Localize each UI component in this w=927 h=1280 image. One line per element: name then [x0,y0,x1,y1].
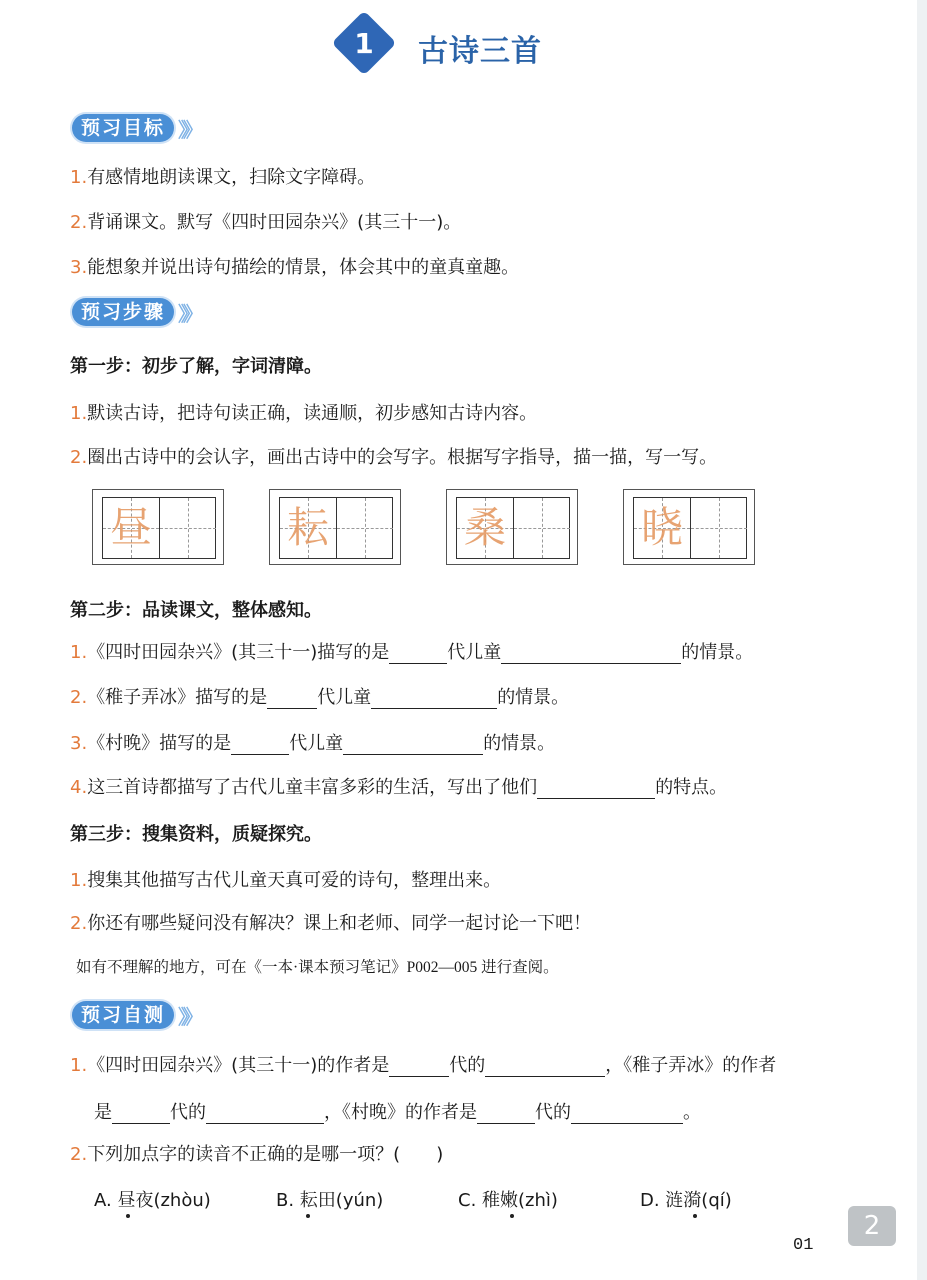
reference-note: 如有不理解的地方，可在《一本·课本预习笔记》P002—005 进行查阅。 [76,959,559,976]
option-a[interactable]: A. 昼夜(zhòu) [94,1190,211,1211]
char-practice-box[interactable] [446,489,578,565]
lesson-title: 古诗三首 [418,34,542,69]
selftest-question-1-cont: 是 代的 ，《村晚》的作者是 代的 。 [94,1102,701,1123]
step3-item: 1.搜集其他描写古代儿童天真可爱的诗句，整理出来。 [70,870,502,891]
answer-blank[interactable] [477,1103,535,1124]
page-edge [917,0,927,1280]
goal-item: 1.有感情地朗读课文，扫除文字障碍。 [70,167,376,188]
selftest-question-1: 1.《四时田园杂兴》(其三十一)的作者是 代的 ，《稚子弄冰》的作者 [70,1055,777,1076]
emphasis-dot [510,1214,514,1218]
step2-question: 1.《四时田园杂兴》(其三十一)描写的是 代儿童 的情景。 [70,642,754,663]
option-b[interactable]: B. 耘田(yún) [276,1190,384,1211]
option-d[interactable]: D. 涟漪(qí) [640,1190,732,1211]
step1-title: 第一步：初步了解，字词清障。 [70,356,322,377]
step1-item: 1.默读古诗，把诗句读正确，读通顺，初步感知古诗内容。 [70,403,538,424]
emphasis-dot [126,1214,130,1218]
selftest-question-2: 2.下列加点字的读音不正确的是哪一项？( ) [70,1144,444,1165]
answer-blank[interactable] [231,734,289,755]
answer-blank[interactable] [485,1056,605,1077]
answer-blank[interactable] [267,688,317,709]
trace-character: 桑 [463,503,506,552]
step1-item: 2.圈出古诗中的会认字，画出古诗中的会写字。根据写字指导，描一描，写一写。 [70,447,718,468]
char-practice-box[interactable] [623,489,755,565]
answer-blank[interactable] [206,1103,324,1124]
emphasis-dot [306,1214,310,1218]
char-practice-box[interactable] [269,489,401,565]
section-selftest-title: 预习自测 [72,1001,174,1029]
goal-item: 3.能想象并说出诗句描绘的情景，体会其中的童真童趣。 [70,257,520,278]
step3-title: 第三步：搜集资料，质疑探究。 [70,824,322,845]
chevrons-icon: 》》 [178,301,199,326]
answer-blank[interactable] [501,643,681,664]
section-goals-title: 预习目标 [72,114,174,142]
section-goals-tag [72,114,198,142]
answer-blank[interactable] [537,778,655,799]
chevrons-icon: 》》 [178,117,199,142]
trace-character: 昼 [109,503,152,552]
section-steps-title: 预习步骤 [72,298,174,326]
answer-blank[interactable] [389,1056,449,1077]
step2-title: 第二步：品读课文，整体感知。 [70,600,322,621]
step2-question: 2.《稚子弄冰》描写的是 代儿童 的情景。 [70,687,570,708]
lesson-number: 1 [354,27,374,60]
answer-blank[interactable] [343,734,483,755]
step2-question: 4.这三首诗都描写了古代儿童丰富多彩的生活，写出了他们 的特点。 [70,777,728,798]
answer-blank[interactable] [371,688,497,709]
section-steps-tag [72,298,198,326]
page-number: 01 [793,1236,814,1255]
emphasis-dot [693,1214,697,1218]
page-badge[interactable]: 2 [848,1206,896,1246]
answer-blank[interactable] [389,643,447,664]
answer-blank[interactable] [112,1103,170,1124]
chevrons-icon: 》》 [178,1004,199,1029]
step2-question: 3.《村晚》描写的是 代儿童 的情景。 [70,733,556,754]
trace-character: 晓 [640,503,683,552]
char-practice-box[interactable] [92,489,224,565]
answer-blank[interactable] [571,1103,683,1124]
trace-character: 耘 [286,503,329,552]
option-c[interactable]: C. 稚嫩(zhì) [458,1190,558,1211]
section-selftest-tag [72,1001,198,1029]
step3-item: 2.你还有哪些疑问没有解决？课上和老师、同学一起讨论一下吧！ [70,913,592,934]
goal-item: 2.背诵课文。默写《四时田园杂兴》(其三十一)。 [70,212,462,233]
